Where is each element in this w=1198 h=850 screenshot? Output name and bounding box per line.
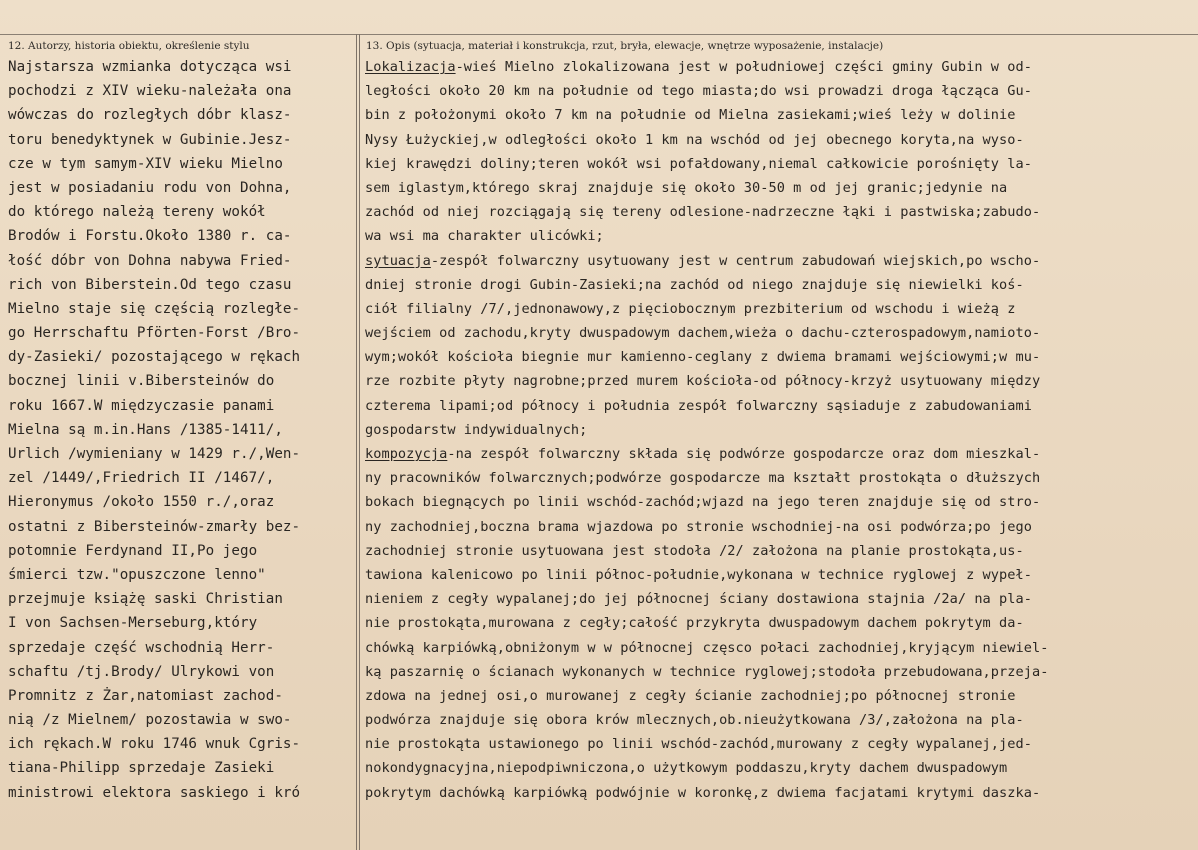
description-text: sem iglastym,którego skraj znajduje się około 30-50 m od jej granic;jedynie na <box>365 179 1008 196</box>
description-text: zdowa na jednej osi,o murowanej z cegły ścianie zachodniej;po północnej stronie <box>365 687 1016 704</box>
description-text-line <box>365 224 1195 248</box>
description-text: nieniem z cegły wypalanej;do jej północnej ściany dostawiona stajnia /2a/ na pla- <box>365 591 1032 608</box>
history-text-line: roku 1667.W międzyczasie panami <box>8 397 275 414</box>
description-text: dniej stronie drogi Gubin-Zasieki;na zachód od niego znajduje się niewielki koś- <box>365 276 1024 293</box>
description-text: tawiona kalenicowo po linii północ-południe,wykonana w technice ryglowej z wypeł- <box>365 566 1032 583</box>
history-text-line: bocznej linii v.Bibersteinów do <box>8 373 275 390</box>
description-text: chówką karpiówką,obniżonym w w północnej częsco połaci zachodniej,kryjącym niewiel- <box>365 639 1049 656</box>
history-text-line: sprzedaje część wschodnią Herr- <box>8 639 275 656</box>
description-text: ległości około 20 km na południe od tego miasta;do wsi prowadzi droga łącząca Gu- <box>365 83 1032 100</box>
description-text: wym;wokół kościoła biegnie mur kamienno-ceglany z dwiema bramami wejściowymi;w mu- <box>365 349 1041 366</box>
history-text-line: Najstarsza wzmianka dotycząca wsi <box>8 59 292 75</box>
description-text: kiej krawędzi doliny;teren wokół wsi pofałdowany,niemal całkowicie porośnięty la- <box>365 155 1032 172</box>
description-text: wa wsi ma charakter ulicówki; <box>365 228 604 245</box>
history-text-line: wówczas do rozległych dóbr klasz- <box>8 107 292 124</box>
history-text-line: schaftu /tj.Brody/ Ulrykowi von <box>8 663 275 680</box>
description-text: ny zachodniej,boczna brama wjazdowa po stronie wschodniej-na osi podwórza;po jego <box>365 518 1032 535</box>
history-text-line: go Herrschaftu Pförten-Forst /Bro- <box>8 325 301 342</box>
history-text-line: pochodzi z XIV wieku-należała ona <box>8 83 292 100</box>
description-text-line <box>365 490 1195 514</box>
description-text: nie prostokąta,murowana z cegły;całość przykryta dwuspadowym dachem pokrytym da- <box>365 615 1024 632</box>
history-text-line: Urlich /wymieniany w 1429 r./,Wen- <box>8 446 301 462</box>
history-text-line: toru benedyktynek w Gubinie.Jesz- <box>8 131 292 148</box>
history-text-line: przejmuje książę saski Christian <box>8 591 283 608</box>
description-text: ny pracowników folwarcznych;podwórze gospodarcze ma kształt prostokąta o dłuższych <box>365 470 1041 487</box>
description-text-line <box>365 152 1195 176</box>
description-text-line <box>365 345 1195 369</box>
description-text: zachodniej stronie usytuowana jest stodoła /2/ założona na planie prostokąta,us- <box>365 542 1024 559</box>
history-text-line: dy-Zasieki/ pozostającego w rękach <box>8 349 301 366</box>
history-text-line: Promnitz z Żar,natomiast zachod- <box>8 687 283 704</box>
history-text-line: ministrowi elektora saskiego i kró <box>8 784 301 801</box>
history-text-line: łość dóbr von Dohna nabywa Fried- <box>8 252 292 269</box>
description-text-line <box>365 660 1195 684</box>
description-text-line <box>365 200 1195 224</box>
history-text-line: Hieronymus /około 1550 r./,oraz <box>8 494 275 511</box>
description-text-line <box>365 418 1195 442</box>
description-text: -na zespół folwarczny składa się podwórze gospodarcze oraz dom mieszkal- <box>447 446 1041 462</box>
description-column <box>365 55 1195 805</box>
description-text: bokach biegnących po linii wschód-zachód;wjazd na jego teren znajduje się od stro- <box>365 494 1041 511</box>
history-text-line: cze w tym samym-XIV wieku Mielno <box>8 155 283 172</box>
description-text-line <box>365 369 1195 393</box>
history-text-line: ostatni z Bibersteinów-zmarły bez- <box>8 518 301 535</box>
history-text-line: zel /1449/,Friedrich II /1467/, <box>8 470 275 487</box>
description-text-line <box>365 684 1195 708</box>
description-text: zachód od niej rozciągają się tereny odlesione-nadrzeczne łąki i pastwiska;zabudo- <box>365 204 1041 221</box>
history-text-line: śmierci tzw."opuszczone lenno" <box>8 566 266 583</box>
history-text-line: I von Sachsen-Merseburg,który <box>8 615 258 632</box>
description-text-line <box>365 394 1195 418</box>
description-text: gospodarstw indywidualnych; <box>365 421 588 438</box>
history-text-line: tiana-Philipp sprzedaje Zasieki <box>8 760 275 777</box>
description-text-line <box>365 781 1195 805</box>
section-keyword: Lokalizacja <box>365 59 456 75</box>
section-12-header: 12. Autorzy, historia obiektu, określenie stylu <box>8 40 250 52</box>
column-divider-inner <box>359 34 360 850</box>
description-text: ciół filialny /7/,jednonawowy,z pięciobocznym prezbiterium od wschodu i wieżą z <box>365 300 1016 317</box>
description-text: bin z położonymi około 7 km na południe od Mielna zasiekami;wieś leży w dolinie <box>365 107 1016 124</box>
description-text-line <box>365 128 1195 152</box>
description-text: czterema lipami;od północy i południa zespół folwarczny sąsiaduje z zabudowaniami <box>365 397 1032 414</box>
history-text-line: Brodów i Forstu.Około 1380 r. ca- <box>8 228 292 245</box>
description-text: nokondygnacyjna,niepodpiwniczona,o użytkowym poddaszu,kryty dachem dwuspadowym <box>365 760 1008 777</box>
description-text: -wieś Mielno zlokalizowana jest w południowej części gminy Gubin w od- <box>455 59 1032 75</box>
top-rule <box>0 34 1198 35</box>
history-text-line: Mielna są m.in.Hans /1385-1411/, <box>8 421 283 438</box>
description-text-line <box>365 103 1195 127</box>
description-text-line <box>365 321 1195 345</box>
description-text-line <box>365 611 1195 635</box>
description-text-line <box>365 756 1195 780</box>
section-keyword: sytuacja <box>365 252 431 269</box>
description-text: pokrytym dachówką karpiówką podwójnie w koronkę,z dwiema facjatami krytymi daszka- <box>365 784 1041 801</box>
description-text-line <box>365 732 1195 756</box>
description-text: wejściem od zachodu,kryty dwuspadowym dachem,wieża o dachu-czterospadowym,namioto- <box>365 325 1041 342</box>
history-text-line: nią /z Mielnem/ pozostawia w swo- <box>8 712 292 729</box>
description-text-line <box>365 249 1195 273</box>
history-text-line: potomnie Ferdynand II,Po jego <box>8 542 258 559</box>
description-text-line <box>365 636 1195 660</box>
history-column <box>8 55 353 805</box>
section-13-header: 13. Opis (sytuacja, materiał i konstrukcja, rzut, bryła, elewacje, wnętrze wyposażenie, instalacje) <box>366 40 884 52</box>
description-text-line <box>365 55 1195 79</box>
section-keyword: kompozycja <box>365 446 448 462</box>
description-text-line <box>365 587 1195 611</box>
history-text-line: ich rękach.W roku 1746 wnuk Cgris- <box>8 736 301 753</box>
history-text-line: rich von Biberstein.Od tego czasu <box>8 276 292 293</box>
history-text-line: Mielno staje się częścią rozległe- <box>8 300 301 317</box>
description-text-line <box>365 708 1195 732</box>
history-text-line: do którego należą tereny wokół <box>8 204 266 221</box>
description-text-line <box>365 297 1195 321</box>
description-text: rze rozbite płyty nagrobne;przed murem kościoła-od północy-krzyż usytuowany między <box>365 373 1041 390</box>
description-text: nie prostokąta ustawionego po linii wschód-zachód,murowany z cegły wypalanej,jed- <box>365 736 1032 753</box>
description-text-line <box>365 466 1195 490</box>
description-text: podwórza znajduje się obora krów mlecznych,ob.nieużytkowana /3/,założona na pla- <box>365 712 1024 729</box>
description-text-line <box>365 442 1195 466</box>
history-text-line: jest w posiadaniu rodu von Dohna, <box>8 179 292 196</box>
description-text: -zespół folwarczny usytuowany jest w centrum zabudowań wiejskich,po wscho- <box>430 252 1041 269</box>
description-text-line <box>365 79 1195 103</box>
description-text-line <box>365 176 1195 200</box>
column-divider <box>356 34 357 850</box>
description-text: Nysy Łużyckiej,w odległości około 1 km na wschód od jej obecnego koryta,na wyso- <box>365 131 1024 148</box>
description-text: ką paszarnię o ścianach wykonanych w technice ryglowej;stodoła przebudowana,przeja- <box>365 663 1049 680</box>
description-text-line <box>365 563 1195 587</box>
description-text-line <box>365 539 1195 563</box>
description-text-line <box>365 273 1195 297</box>
description-text-line <box>365 515 1195 539</box>
